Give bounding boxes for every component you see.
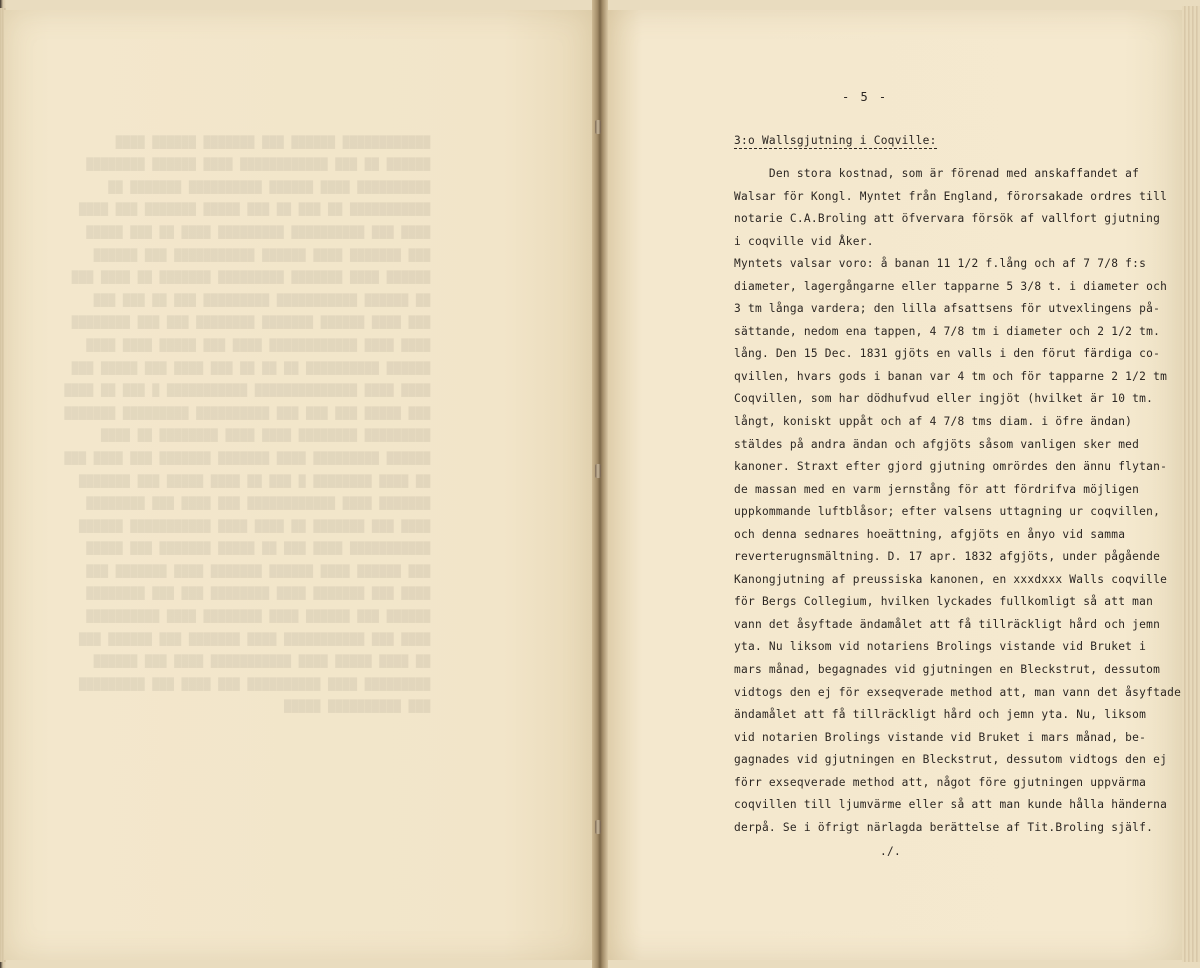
text-line: Walsar för Kongl. Myntet från England, förorsakade ordres till	[734, 189, 1168, 203]
text-line: Kanongjutning af preussiska kanonen, en xxxdxxx Walls coqville	[734, 572, 1168, 586]
text-line: lång. Den 15 Dec. 1831 gjöts en valls i den förut färdiga co-	[734, 347, 1161, 361]
text-line: stäldes på andra ändan och afgjöts såsom vanligen sker med	[734, 437, 1140, 451]
staple	[595, 120, 601, 134]
right-page-stack-edge	[1182, 6, 1200, 962]
text-line: för Bergs Collegium, hvilken lyckades fullkomligt så att man	[734, 595, 1154, 609]
text-line: Den stora kostnad, som är förenad med anskaffandet af	[734, 167, 1140, 180]
text-line: diameter, lagergångarne eller tapparne 5 3/8 t. i diameter och	[734, 279, 1168, 293]
text-line: vidtogs den ej för exseqverade method att, man vann det åsyftade	[734, 685, 1182, 699]
text-line: förr exseqverade method att, något före gjutningen uppvärma	[734, 775, 1147, 789]
section-heading: 3:o Wallsgjutning i Coqville:	[734, 134, 937, 147]
text-line: uppkommande luftblåsor; efter valsens uttagning ur coqvillen,	[734, 505, 1161, 519]
staple	[595, 464, 601, 478]
text-line: mars månad, begagnades vid gjutningen en Bleckstrut, dessutom	[734, 663, 1161, 677]
text-line: sättande, nedom ena tappen, 4 7/8 tm i diameter och 2 1/2 tm.	[734, 324, 1161, 338]
text-line: Myntets valsar voro: å banan 11 1/2 f.lång och af 7 7/8 f:s	[734, 257, 1147, 271]
text-line: derpå. Se i öfrigt närlagda berättelse af Tit.Broling själf.	[734, 820, 1154, 834]
text-line: långt, koniskt uppåt och af 4 7/8 tms diam. i öfre ändan)	[734, 415, 1133, 429]
text-line: yta. Nu liksom vid notariens Brolings vistande vid Bruket i	[734, 640, 1147, 654]
continuation-mark: ./.	[880, 845, 901, 858]
staple	[595, 820, 601, 834]
text-line: vann det åsyftade ändamålet att få tillräckligt hård och jemn	[734, 617, 1161, 631]
text-line: reverterugnsmältning. D. 17 apr. 1832 afgjöts, under pågående	[734, 550, 1161, 564]
text-line: coqvillen till ljumvärme eller så att man kunde hålla händerna	[734, 798, 1168, 812]
text-line: kanoner. Straxt efter gjord gjutning omrördes den ännu flytan-	[734, 460, 1168, 474]
text-line: 3 tm långa vardera; den lilla afsattsens för utvexlingens på-	[734, 302, 1161, 316]
text-line: notarie C.A.Broling att öfvervara försök af vallfort gjutning	[734, 212, 1161, 226]
body-text	[734, 163, 1181, 839]
text-line: de massan med en varm jernstång för att fördrifva möjligen	[734, 482, 1140, 496]
text-line: gagnades vid gjutningen en Bleckstrut, dessutom vidtogs den ej	[734, 753, 1168, 767]
text-line: vid notarien Brolings vistande vid Bruket i mars månad, be-	[734, 730, 1147, 744]
page-number: - 5 -	[842, 90, 889, 104]
text-line: och denna sednares hoeättning, afgjöts en ånyo vid samma	[734, 527, 1126, 541]
text-line: Coqvillen, som har dödhufvud eller ingjöt (hvilket är 10 tm.	[734, 392, 1154, 406]
text-line: i coqville vid Åker.	[734, 234, 874, 248]
left-page-show-through: ████████████ ██████ ███ ███████ ██████ ████ ██████ ██ ███ ████████████ ████ ██████ ████████ ██████████ ████ ██████ ██████████ ███████ ██ ███████████ ██ ███ ██ ███ █████ ███████ ███ ████ ████ ███ ██████████ █████████ ████ ██ ███ █████ ███ ███████ ████ ██████ ███████████ ███ ██████ ██████ ████ ███████ █████████ ███████ ██ ████ ███ ██ ██████ ███████████ █████████ ███ ██ ███ ███ ███ ████ ██████ ███████ ████████ ███ ███ ████████ ████ ████ ████████████ ████ ███ █████ ████ ████ ██████ ██████████ ██ ██ ██ ███ ████ ███ █████ ███ ████ ████ ██████████████ ███████████ █ ███ ██ ████ ███ █████ ███ ███ ███ ██████████ █████████ ███████ █████████ ████████ ████ ████ ████████ ██ ████ ██████ █████████ ████ ███████ ███████ ███ ████ ███ ██ ████ ████████ █ ███ ██ ████ █████ ███ ███████ ███████ ████ ████████████ ███ ████ ███ ████████ ████ ███ ███████ ██ ████ ████ ███████████ ██████ ███████████ ████ ███ ██ █████ ███████ ███ █████ ███ ██████ ████ ██████ ███████ ████ ███████ ███ ████ ███ ███████ ████ ████████ ███ ███ ████████ ██████ ███ ██████ ████ ████████ ████ ██████████ ████ ███ ███████████ ████ ███████ ███ ██████ ███ ██ ████ █████ ████ ███████████ ████ ███ ██████ █████████ ████ ██████████ ███ ████ ███ █████████ ███ ██████████ █████	[64, 134, 431, 714]
text-line: qvillen, hvars gods i banan var 4 tm och för tapparne 2 1/2 tm	[734, 369, 1168, 383]
text-line: ändamålet att få tillräckligt hård och jemn yta. Nu, liksom	[734, 708, 1147, 722]
left-page-blank	[4, 10, 592, 960]
